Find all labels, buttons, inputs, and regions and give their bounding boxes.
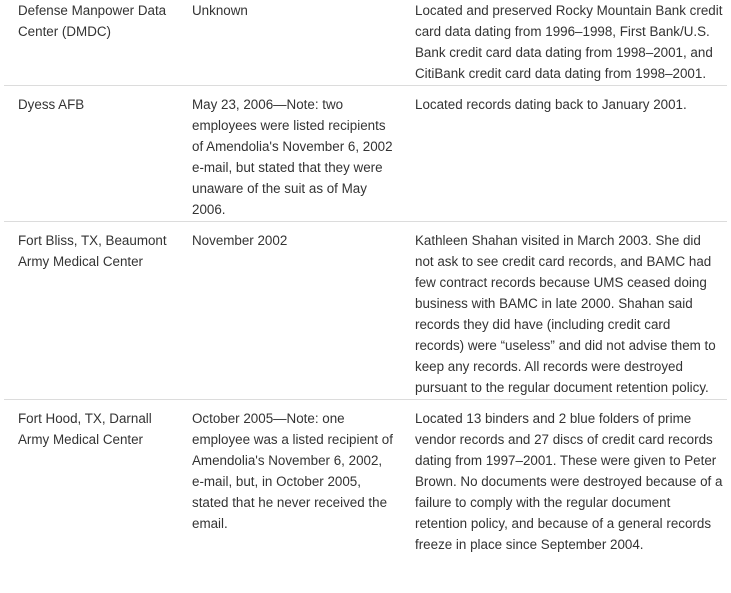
- notice-date-cell: Unknown: [192, 3, 248, 18]
- table-row: [4, 222, 727, 400]
- table-row: [4, 400, 727, 557]
- records-result-cell: Located 13 binders and 2 blue folders of prime vendor records and 27 discs of credit card records dating from 1997–2001. These were given to Peter Brown. No documents were destroyed because of a failure to comply with the regular document retention policy, and because of a general records freeze in place since September 2004.: [400, 400, 727, 557]
- notice-date-cell: May 23, 2006—Note: two employees were listed recipients of Amendolia's November 6, 2002 e-mail, but stated that they were unaware of the suit as of May 2006.: [178, 86, 400, 222]
- location-cell: Defense Manpower Data Center (DMDC): [18, 3, 167, 39]
- location-cell: Fort Bliss, TX, Beaumont Army Medical Center: [4, 222, 178, 400]
- table-row: [4, 86, 727, 222]
- notice-date-cell: October 2005—Note: one employee was a listed recipient of Amendolia's November 6, 2002, e-mail, but, in October 2005, stated that he never received the email.: [178, 400, 400, 557]
- records-result-cell: Located records dating back to January 2001.: [400, 86, 727, 222]
- records-result-cell: Kathleen Shahan visited in March 2003. She did not ask to see credit card records, and BAMC had few contract records because UMS ceased doing business with BAMC in late 2000. Shahan said records they did have (including credit card records) were “useless” and did not advise them to keep any records. All records were destroyed pursuant to the regular document retention policy.: [400, 222, 727, 400]
- notice-date-cell: November 2002: [178, 222, 400, 400]
- table-row: [4, 0, 727, 86]
- records-result-cell: Located and preserved Rocky Mountain Bank credit card data dating from 1996–1998, First Bank/U.S. Bank credit card data dating from 1998–2001, and CitiBank credit card data dating from 1998–2001.: [415, 3, 723, 81]
- location-cell: Fort Hood, TX, Darnall Army Medical Center: [4, 400, 178, 557]
- location-cell: Dyess AFB: [4, 86, 178, 222]
- records-table: [4, 0, 727, 556]
